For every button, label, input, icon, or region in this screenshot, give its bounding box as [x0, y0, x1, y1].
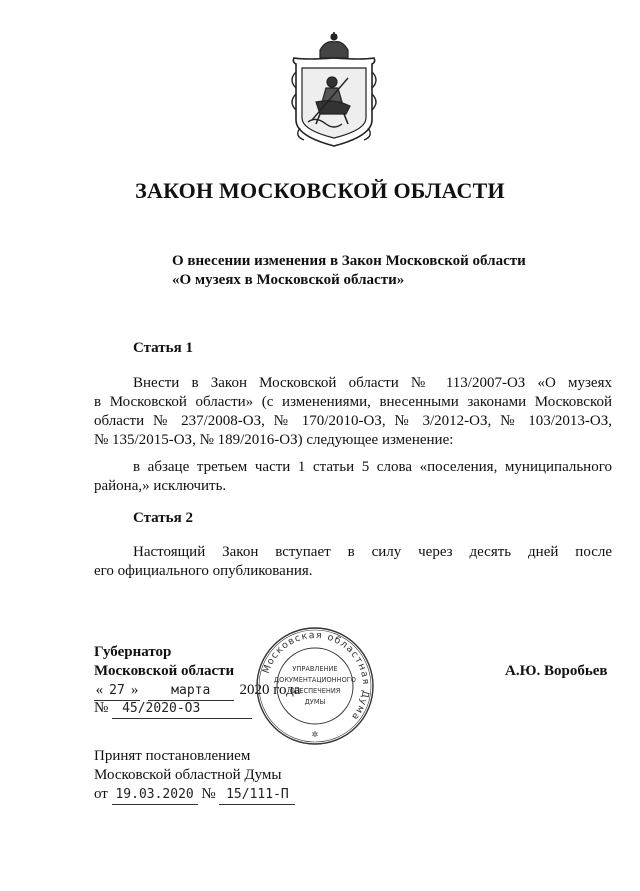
stamp-star-icon: ✲	[311, 730, 319, 739]
article-2-p1-line-1: Настоящий Закон вступает в силу через десять дней после	[133, 544, 612, 560]
article-2-p1-line-2: его официального опубликования.	[94, 563, 313, 579]
signing-day: 27	[109, 683, 125, 698]
article-1-p1-line-1: Внести в Закон Московской области № 113/2007-ОЗ «О музеях	[133, 375, 612, 391]
adoption-number-value: 15/111-П	[219, 785, 295, 805]
signing-year: 2020 года	[239, 682, 301, 698]
stamp-center-line-3: ОБЕСПЕЧЕНИЯ	[289, 687, 341, 695]
governor-role-line-1: Губернатор	[94, 644, 172, 660]
document-title: ЗАКОН МОСКОВСКОЙ ОБЛАСТИ	[135, 178, 505, 203]
subtitle-line-1: О внесении изменения в Закон Московской области	[172, 253, 526, 269]
moscow-oblast-emblem-icon	[286, 28, 382, 152]
document-subtitle	[172, 252, 526, 290]
stamp-center-line-2: ДОКУМЕНТАЦИОННОГО	[274, 676, 356, 684]
adoption-date-prefix: от	[94, 786, 108, 802]
article-1-p2-line-1: в абзаце третьем части 1 статьи 5 слова «поселения, муниципального	[133, 459, 612, 475]
governor-name: А.Ю. Воробьев	[505, 663, 608, 679]
adoption-date-number	[94, 785, 295, 805]
adoption-block	[94, 747, 295, 805]
date-open-quote: «	[95, 682, 104, 698]
adoption-date-value: 19.03.2020	[112, 785, 198, 805]
article-1-p1-line-4: № 135/2015-ОЗ, № 189/2016-ОЗ) следующее изменение:	[94, 432, 454, 448]
governor-role	[94, 643, 234, 681]
article-1-heading: Статья 1	[133, 340, 193, 356]
stamp-ring-text: Московская областная Дума	[260, 629, 372, 723]
subtitle-line-2: «О музеях в Московской области»	[172, 272, 405, 288]
duma-seal-stamp	[254, 625, 376, 747]
adoption-number-prefix: №	[201, 786, 216, 802]
article-1-p1-line-2: в Московской области» (с изменениями, внесенными законами Московской	[94, 394, 612, 410]
law-number-prefix: №	[94, 700, 109, 716]
article-1-p1-line-3: области № 237/2008-ОЗ, № 170/2010-ОЗ, № 3/2012-ОЗ, № 103/2013-ОЗ,	[94, 413, 612, 429]
article-1-paragraph-1	[94, 374, 612, 450]
article-1-p2-line-2: района,» исключить.	[94, 478, 227, 494]
governor-role-line-2: Московской области	[94, 663, 235, 679]
law-number	[94, 699, 252, 719]
signing-month: марта	[148, 681, 234, 701]
stamp-center-line-1: УПРАВЛЕНИЕ	[292, 665, 338, 673]
stamp-center-line-4: ДУМЫ	[304, 698, 326, 706]
article-2-heading: Статья 2	[133, 510, 193, 526]
adoption-line-1: Принят постановлением	[94, 748, 251, 764]
signing-date-day-field	[94, 681, 140, 701]
date-close-quote: »	[130, 682, 139, 698]
law-number-value: 45/2020-ОЗ	[112, 699, 252, 719]
article-2-paragraph-1	[94, 543, 612, 581]
article-1-paragraph-2	[94, 458, 612, 496]
adoption-line-2: Московской областной Думы	[94, 767, 282, 783]
